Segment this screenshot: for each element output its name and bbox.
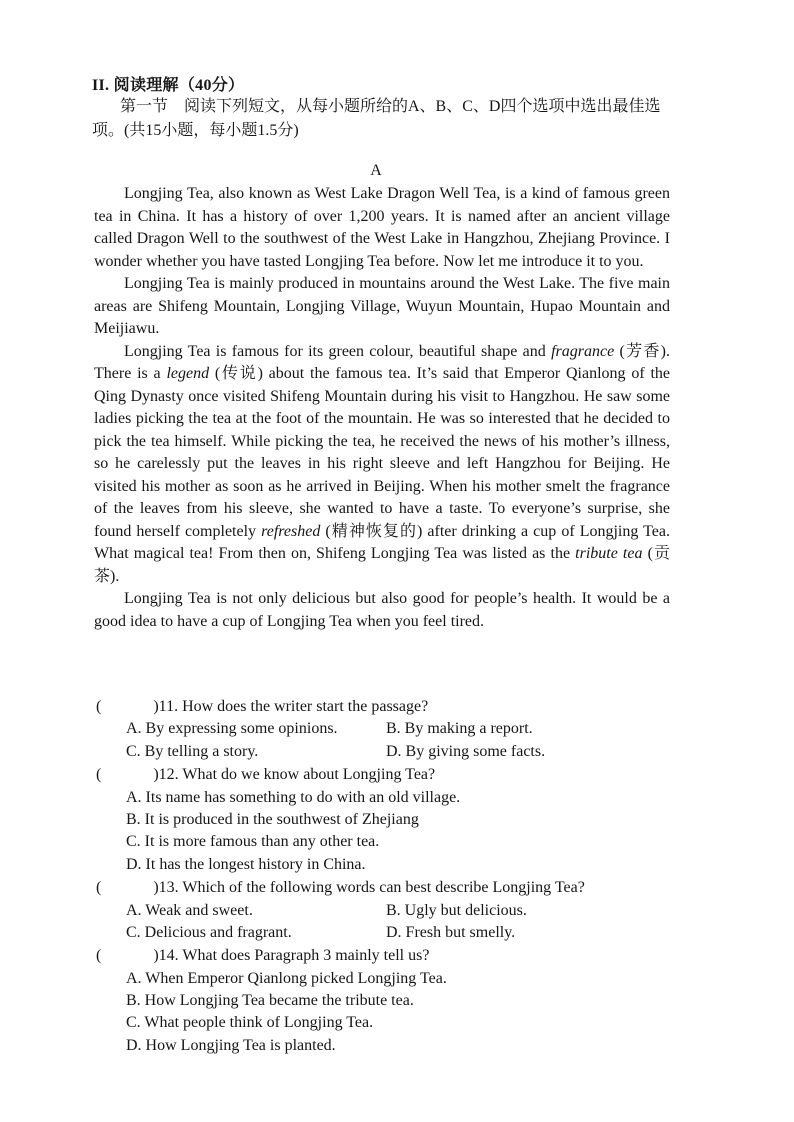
- paragraph-2: Longjing Tea is mainly produced in mountains around the West Lake. The five main areas are Shifeng Mountain, Longjing Village, Wuyun Mountain, Hupao Mountain and Meijiawu.: [94, 275, 670, 337]
- option-c: C. By telling a story.: [126, 742, 259, 760]
- paragraph-3-text-1: Longjing Tea is famous for its green colour, beautiful shape and: [124, 342, 552, 360]
- vocab-refreshed: refreshed: [261, 522, 321, 540]
- option-d: D. How Longjing Tea is planted.: [126, 1036, 336, 1054]
- vocab-legend: legend: [166, 365, 210, 382]
- question-number: 11.: [158, 698, 179, 715]
- question-number: 14.: [158, 947, 179, 965]
- reading-passage: [94, 183, 670, 633]
- answer-blank-close: ): [153, 947, 159, 965]
- answer-blank-open: (: [96, 879, 102, 897]
- question-list: [96, 696, 676, 1058]
- option-b: B. How Longjing Tea became the tribute tea.: [126, 992, 414, 1010]
- answer-blank-close: ): [153, 698, 159, 715]
- question-stem: What do we know about Longjing Tea?: [182, 766, 436, 784]
- answer-blank-open: (: [96, 766, 102, 784]
- option-c: C. What people think of Longjing Tea.: [126, 1014, 374, 1032]
- paragraph-3-text-2: (芳香). There is a: [94, 342, 670, 382]
- question-13: [96, 877, 676, 944]
- paragraph-3-text-5: (贡茶).: [94, 545, 670, 585]
- option-a: A. When Emperor Qianlong picked Longjing Tea.: [126, 969, 447, 987]
- answer-blank-close: ): [153, 766, 159, 784]
- vocab-fragrance: fragrance: [551, 342, 615, 360]
- paragraph-3-text-3: (传说) about the famous tea. It’s said that Emperor Qianlong of the Qing Dynasty once visited Shifeng Mountain during his visit to Hangzhou. He saw some ladies picking the tea at the foot of the mountain. He was so interested that he decided to pick the tea himself. While picking the tea, he received the news of his mother’s illness, so he carelessly put the leaves in his right sleeve and left Hangzhou for Beijing. He visited his mother as soon as he arrived in Beijing. When his mother smelt the fragrance of the leaves from his sleeve, she wanted to have a taste. To everyone’s surprise, she found herself completely: [94, 365, 670, 540]
- option-a: A. Weak and sweet.: [126, 901, 253, 919]
- paragraph-1: Longjing Tea, also known as West Lake Dragon Well Tea, is a kind of famous green tea in China. It has a history of over 1,200 years. It is named after an ancient village called Dragon Well to the southwest of the West Lake in Hangzhou, Zhejiang Province. I wonder whether you have tasted Longjing Tea before. Now let me introduce it to you.: [94, 185, 670, 270]
- option-d: D. By giving some facts.: [386, 742, 546, 760]
- option-d: D. It has the longest history in China.: [126, 855, 366, 873]
- answer-blank-close: ): [153, 879, 159, 897]
- question-number: 12.: [158, 766, 179, 784]
- answer-blank-open: (: [96, 947, 102, 965]
- option-a: A. By expressing some opinions.: [126, 720, 338, 738]
- option-a: A. Its name has something to do with an old village.: [126, 788, 461, 806]
- question-number: 13.: [158, 879, 179, 897]
- question-stem: Which of the following words can best describe Longjing Tea?: [182, 879, 585, 897]
- option-d: D. Fresh but smelly.: [386, 923, 516, 941]
- paragraph-3: [94, 341, 670, 589]
- question-11: [96, 696, 676, 763]
- section-title: II. 阅读理解（40分）: [92, 77, 245, 94]
- question-12: [96, 764, 676, 876]
- passage-label: A: [370, 162, 382, 179]
- vocab-tribute-tea: tribute tea: [575, 545, 643, 562]
- option-c: C. It is more famous than any other tea.: [126, 833, 380, 851]
- answer-blank-open: (: [96, 698, 102, 715]
- section-instructions: 第一节 阅读下列短文，从每小题所给的A、B、C、D四个选项中选出最佳选项。(共15小题，每小题1.5分): [92, 98, 661, 139]
- option-b: B. It is produced in the southwest of Zhejiang: [126, 810, 419, 828]
- question-stem: What does Paragraph 3 mainly tell us?: [182, 947, 430, 965]
- paragraph-3-text-4: (精神恢复的) after drinking a cup of Longjing Tea. What magical tea! From then on, Shifeng Longjing Tea was listed as the: [94, 522, 670, 562]
- option-b: B. Ugly but delicious.: [386, 901, 527, 919]
- paragraph-4: Longjing Tea is not only delicious but also good for people’s health. It would be a good idea to have a cup of Longjing Tea when you feel tired.: [94, 590, 670, 630]
- question-stem: How does the writer start the passage?: [182, 698, 429, 715]
- option-c: C. Delicious and fragrant.: [126, 923, 292, 941]
- question-14: [96, 945, 676, 1057]
- option-b: B. By making a report.: [386, 720, 533, 738]
